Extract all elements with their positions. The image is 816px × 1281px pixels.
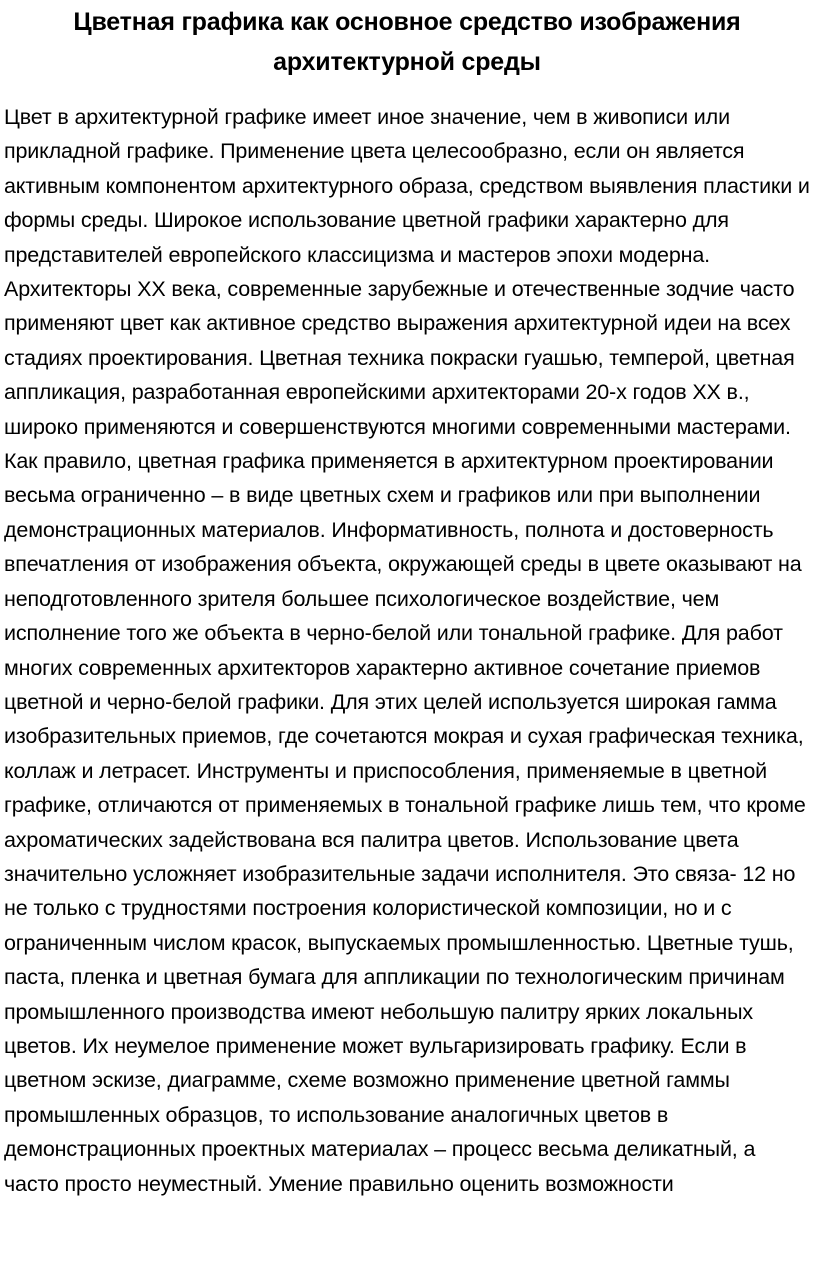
document-title: Цветная графика как основное средство изображения архитектурной среды xyxy=(73,8,741,76)
document-body-paragraph: Цвет в архитектурной графике имеет иное значение, чем в живописи или прикладной графике. Применение цвета целесообразно, если он является активным компонентом архитектурного образа, средством выявления пластики и формы среды. Широкое использование цветной графики характерно для представителей европейского классицизма и мастеров эпохи модерна. Архитекторы XX века, современные зарубежные и отечественные зодчие часто применяют цвет как активное средство выражения архитектурной идеи на всех стадиях проектирования. Цветная техника покраски гуашью, темперой, цветная аппликация, разработанная европейскими архитекторами 20-х годов XX в., широко применяются и совершенствуются многими современными мастерами. Как правило, цветная графика применяется в архитектурном проектировании весьма ограниченно – в виде цветных схем и графиков или при выполнении демонстрационных материалов. Информативность, полнота и достоверность впечатления от изображения объекта, окружающей среды в цвете оказывают на неподготовленного зрителя большее психологическое воздействие, чем исполнение того же объекта в черно-белой или тональной графике. Для работ многих современных архитекторов характерно активное сочетание приемов цветной и черно-белой графики. Для этих целей используется широкая гамма изобразительных приемов, где сочетаются мокрая и сухая графическая техника, коллаж и летрасет. Инструменты и приспособления, применяемые в цветной графике, отличаются от применяемых в тональной графике лишь тем, что кроме ахроматических задействована вся палитра цветов. Использование цвета значительно усложняет изобразительные задачи исполнителя. Это связа- 12 но не только с трудностями построения колористической композиции, но и с ограниченным числом красок, выпускаемых промышленностью. Цветные тушь, паста, пленка и цветная бумага для аппликации по технологическим причинам промышленного производства имеют небольшую палитру ярких локальных цветов. Их неумелое применение может вульгаризировать графику. Если в цветном эскизе, диаграмме, схеме возможно применение цветной гаммы промышленных образцов, то использование аналогичных цветов в демонстрационных проектных материалах – процесс весьма деликатный, а часто просто неуместный. Умение правильно оценить возможности xyxy=(4,105,810,1196)
